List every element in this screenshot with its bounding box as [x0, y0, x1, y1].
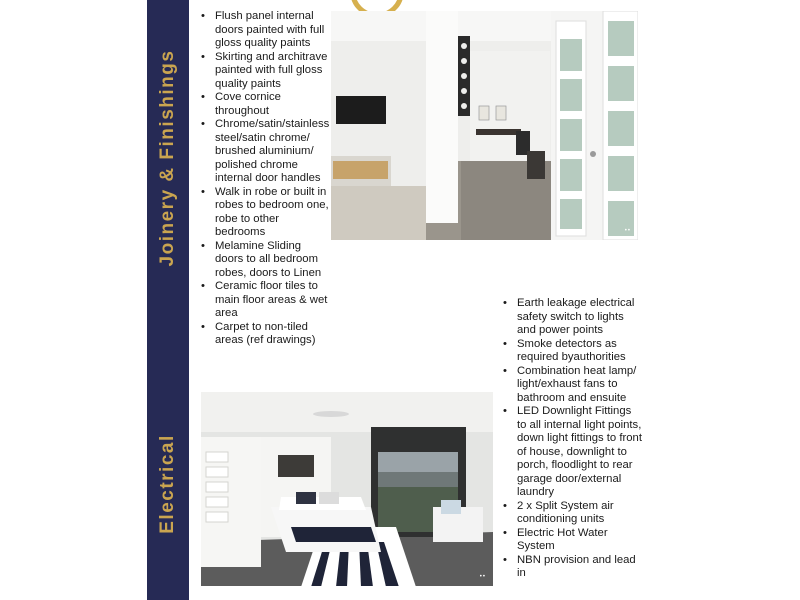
list-item: • Smoke detectors as required byauthorities: [502, 338, 642, 365]
list-item: • Melamine Sliding doors to all bedroom robes, doors to Linen: [200, 240, 332, 281]
list-item: • Skirting and architrave painted with full gloss quality paints: [200, 51, 332, 92]
list-item: • Ceramic floor tiles to main floor areas & wet area: [200, 280, 332, 321]
carousel-dots: ••: [624, 228, 631, 234]
joinery-feature-list: [200, 10, 332, 348]
list-item: • Cove cornice throughout: [200, 91, 332, 118]
list-item: • Chrome/satin/stainless steel/satin chrome/ brushed aluminium/ polished chrome internal door handles: [200, 118, 332, 186]
interior-bedroom-photo: [201, 392, 493, 586]
list-item: • Earth leakage electrical safety switch to lights and power points: [502, 297, 642, 338]
electrical-feature-list: [502, 297, 642, 581]
list-item: • LED Downlight Fittings to all internal light points, down light fittings to front of house, downlight to porch, floodlight to rear garage door/external laundry: [502, 405, 642, 500]
list-item: • Carpet to non-tiled areas (ref drawings): [200, 321, 332, 348]
list-item: • Flush panel internal doors painted with full gloss quality paints: [200, 10, 332, 51]
list-item: • 2 x Split System air conditioning units: [502, 500, 642, 527]
list-item: • NBN provision and lead in: [502, 554, 642, 581]
carousel-dots: ••: [479, 574, 486, 580]
list-item: • Walk in robe or built in robes to bedroom one, robe to other bedrooms: [200, 186, 332, 240]
list-item: • Combination heat lamp/ light/exhaust fans to bathroom and ensuite: [502, 365, 642, 406]
section-title-electrical: Electrical: [157, 434, 178, 534]
interior-living-room-photo: [331, 11, 638, 240]
section-title-joinery: Joinery & Finishings: [157, 49, 178, 267]
list-item: • Electric Hot Water System: [502, 527, 642, 554]
